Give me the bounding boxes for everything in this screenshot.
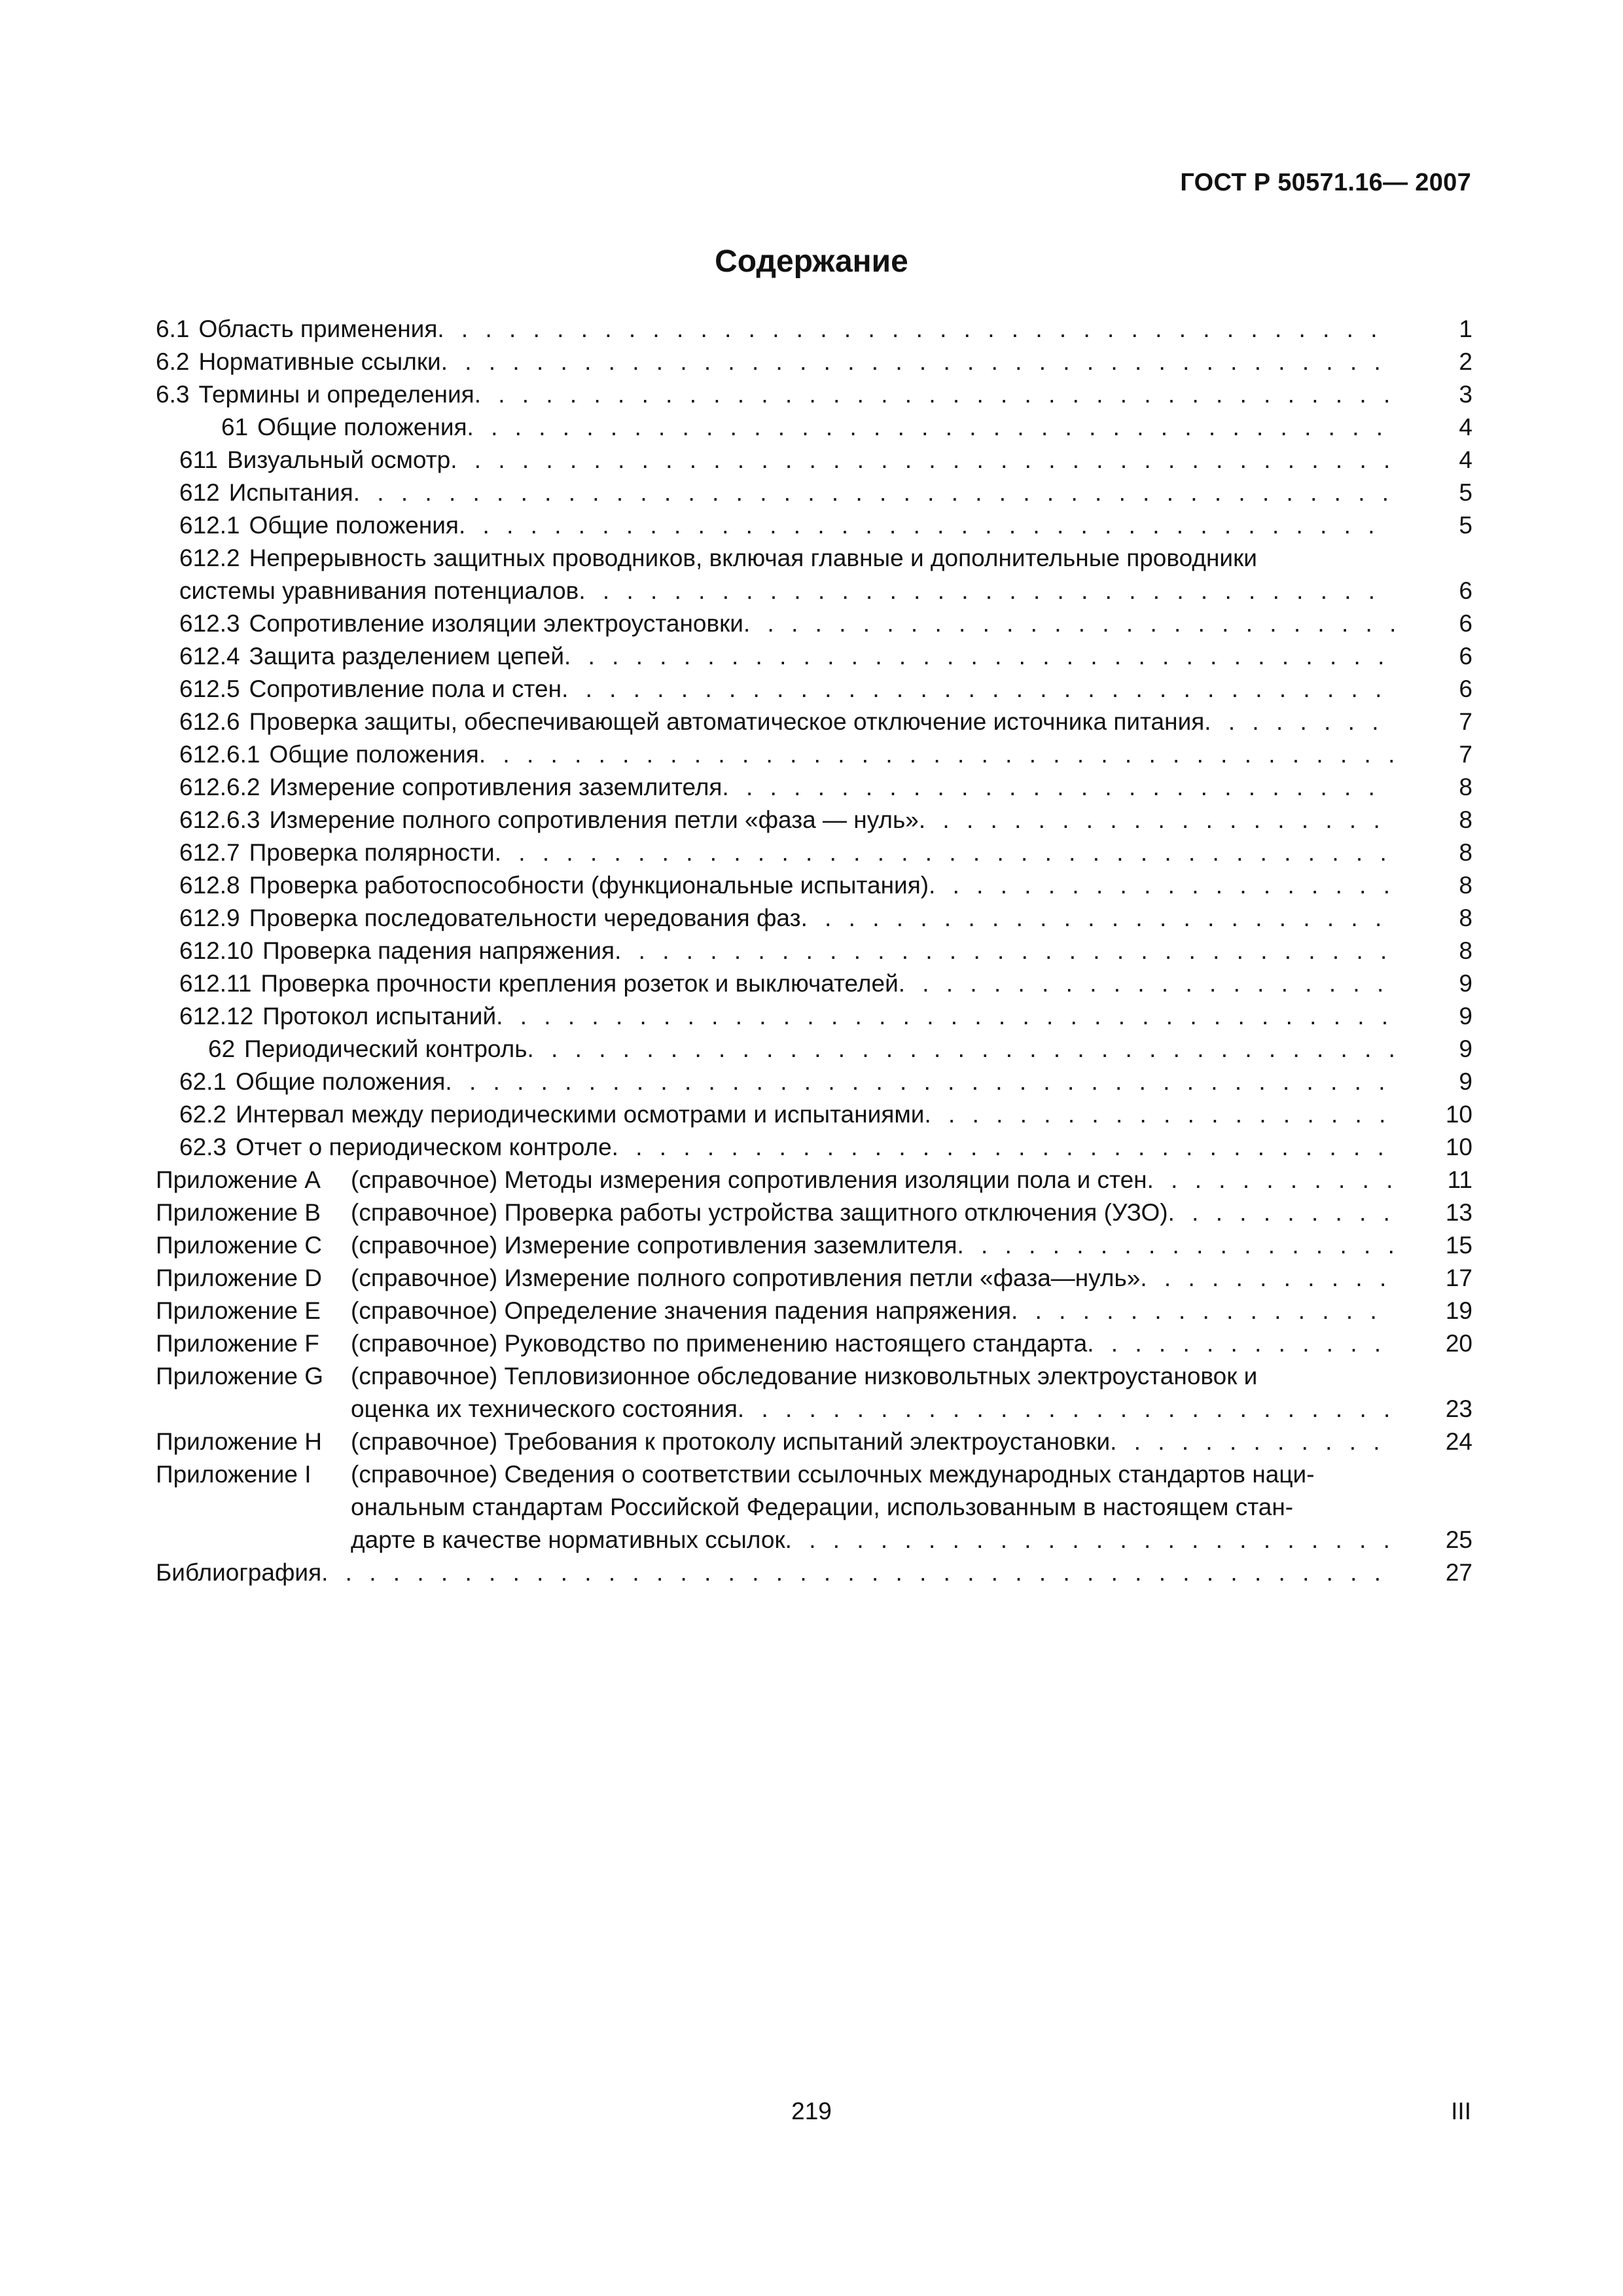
- appendix-entry: [156, 1295, 1472, 1327]
- toc-entry-number: 6.3: [156, 381, 190, 408]
- appendix-entry: [156, 1196, 1472, 1229]
- toc-dot-leader: [496, 1000, 1394, 1033]
- toc-entry-page: 9: [1459, 970, 1472, 997]
- toc-entry-number: 612.2: [179, 545, 240, 571]
- toc-entry-label: [179, 607, 743, 640]
- toc-entry-label: [179, 1131, 612, 1164]
- toc-entry: [156, 935, 1472, 967]
- toc-entry: [156, 706, 1472, 738]
- toc-entry-page: 9: [1459, 1003, 1472, 1030]
- toc-dot-leader: [1087, 1327, 1394, 1360]
- toc-entry-number: 612.9: [179, 905, 240, 931]
- toc-entry-title: Визуальный осмотр: [227, 446, 451, 473]
- toc-entry-page: 6: [1459, 610, 1472, 637]
- toc-entry: [156, 509, 1472, 542]
- appendix-name: Приложение G: [156, 1363, 324, 1390]
- appendix-page: 17: [1445, 1265, 1472, 1291]
- appendix-name: Приложение B: [156, 1199, 321, 1226]
- toc-entry-label: [179, 902, 801, 935]
- toc-entry-title: Протокол испытаний: [262, 1003, 497, 1030]
- bibliography-entry: [156, 1556, 1472, 1589]
- toc-entry-label: [179, 640, 564, 673]
- toc-entry-label: [179, 509, 459, 542]
- toc-dot-leader: [899, 967, 1394, 1000]
- toc-entry-number: 612.12: [179, 1003, 254, 1030]
- toc-entry-number: 612.3: [179, 610, 240, 637]
- appendix-title: (справочное) Руководство по применению настоящего стандарта: [351, 1330, 1088, 1357]
- toc-entry-label: [179, 738, 479, 771]
- toc-entry-number: 612.6.1: [179, 741, 260, 768]
- toc-dot-leader: [474, 378, 1394, 411]
- toc-entry-page: 5: [1459, 479, 1472, 506]
- toc-dot-leader: [919, 804, 1394, 836]
- appendix-name: Приложение I: [156, 1461, 312, 1488]
- toc-entry-number: 612.6.2: [179, 774, 260, 800]
- toc-entry-label: [179, 575, 579, 607]
- toc-entry-page: 6: [1459, 577, 1472, 604]
- toc-entry-title: Сопротивление изоляции электроустановки: [249, 610, 743, 637]
- toc-entry: [156, 444, 1472, 476]
- appendix-title: дарте в качестве нормативных ссылок: [351, 1526, 785, 1553]
- toc-entry: [156, 542, 1472, 575]
- toc-entry: [156, 738, 1472, 771]
- toc-dot-leader: [437, 313, 1394, 346]
- toc-entry-title: Общие положения: [257, 414, 467, 440]
- toc-entry-label: [156, 346, 441, 378]
- toc-dot-leader: [450, 444, 1394, 476]
- toc-entry-number: 612.6.3: [179, 806, 260, 833]
- bibliography-page: 27: [1445, 1559, 1472, 1586]
- appendix-entry: [156, 1491, 1472, 1524]
- toc-entry-title: Проверка защиты, обеспечивающей автоматическое отключение источника питания: [249, 708, 1205, 735]
- appendix-entry: [156, 1164, 1472, 1196]
- appendix-title: (справочное) Измерение сопротивления заземлителя: [351, 1232, 957, 1259]
- toc-dot-leader: [562, 673, 1394, 706]
- appendix-page: 24: [1445, 1428, 1472, 1455]
- toc-entry: [156, 1000, 1472, 1033]
- toc-entry-number: 612.10: [179, 937, 254, 964]
- toc-entry-title: Проверка полярности: [249, 839, 495, 866]
- table-of-contents: [156, 313, 1472, 1589]
- toc-entry-title: Интервал между периодическими осмотрами и испытаниями: [236, 1101, 925, 1128]
- toc-entry-number: 62: [208, 1035, 236, 1062]
- toc-entry-label: [179, 476, 353, 509]
- toc-dot-leader: [615, 935, 1394, 967]
- page-number: 219: [791, 2098, 832, 2125]
- toc-entry: [156, 411, 1472, 444]
- toc-entry-page: 8: [1459, 937, 1472, 964]
- toc-dot-leader: [785, 1524, 1394, 1556]
- toc-entry-title: Проверка работоспособности (функциональные испытания): [249, 872, 929, 899]
- toc-entry-number: 61: [221, 414, 249, 440]
- appendix-entry: [156, 1229, 1472, 1262]
- toc-entry-page: 6: [1459, 643, 1472, 670]
- toc-entry-number: 612: [179, 479, 220, 506]
- toc-dot-leader: [612, 1131, 1394, 1164]
- toc-entry: [156, 1098, 1472, 1131]
- toc-entry-number: 62.2: [179, 1101, 227, 1128]
- toc-entry-label: [179, 1066, 445, 1098]
- toc-entry-number: 612.6: [179, 708, 240, 735]
- toc-dot-leader: [924, 1098, 1394, 1131]
- appendix-title: (справочное) Требования к протоколу испытаний электроустановки: [351, 1428, 1111, 1455]
- appendix-entry: [156, 1393, 1472, 1426]
- toc-dot-leader: [929, 869, 1394, 902]
- toc-entry-title: Общие положения: [236, 1068, 446, 1095]
- toc-entry-title: Нормативные ссылки: [198, 348, 441, 375]
- toc-entry-number: 612.5: [179, 675, 240, 702]
- toc-entry-label: [179, 935, 615, 967]
- toc-dot-leader: [441, 346, 1394, 378]
- toc-entry-label: [221, 411, 467, 444]
- toc-entry-number: 62.1: [179, 1068, 227, 1095]
- appendix-page: 13: [1445, 1199, 1472, 1226]
- toc-entry-number: 612.4: [179, 643, 240, 670]
- toc-entry-label: [179, 444, 450, 476]
- toc-entry-title: Измерение полного сопротивления петли «фаза — нуль»: [269, 806, 919, 833]
- toc-entry: [156, 346, 1472, 378]
- toc-entry: [156, 607, 1472, 640]
- toc-entry: [156, 476, 1472, 509]
- appendix-name: Приложение F: [156, 1330, 319, 1357]
- toc-dot-leader: [801, 902, 1394, 935]
- appendix-name: Приложение C: [156, 1232, 323, 1259]
- toc-entry-title: Общие положения: [249, 512, 459, 539]
- toc-entry-title: Отчет о периодическом контроле: [236, 1134, 612, 1160]
- toc-entry-page: 5: [1459, 512, 1472, 539]
- document-code: ГОСТ Р 50571.16— 2007: [1180, 169, 1471, 196]
- appendix-page: 23: [1445, 1395, 1472, 1422]
- appendix-title: (справочное) Определение значения падения напряжения: [351, 1297, 1012, 1324]
- toc-entry-page: 1: [1459, 315, 1472, 342]
- appendix-title: ональным стандартам Российской Федерации, использованным в настоящем стан-: [351, 1494, 1294, 1520]
- toc-dot-leader: [743, 607, 1394, 640]
- toc-entry-page: 8: [1459, 905, 1472, 931]
- toc-entry-label: [179, 1000, 496, 1033]
- appendix-page: 15: [1445, 1232, 1472, 1259]
- appendix-page: 19: [1445, 1297, 1472, 1324]
- toc-entry: [156, 673, 1472, 706]
- toc-entry-title: Общие положения: [269, 741, 479, 768]
- toc-entry: [156, 1066, 1472, 1098]
- roman-page-number: III: [1451, 2098, 1471, 2125]
- appendix-name: Приложение A: [156, 1166, 321, 1193]
- toc-entry: [156, 804, 1472, 836]
- toc-entry-number: 62.3: [179, 1134, 227, 1160]
- toc-entry-title: Область применения: [198, 315, 438, 342]
- toc-entry-number: 612.11: [179, 970, 252, 997]
- toc-entry: [156, 967, 1472, 1000]
- toc-entry-title: Измерение сопротивления заземлителя: [269, 774, 722, 800]
- toc-entry-label: [179, 869, 929, 902]
- toc-entry: [156, 869, 1472, 902]
- toc-entry-label: [179, 706, 1204, 738]
- toc-dot-leader: [445, 1066, 1394, 1098]
- toc-dot-leader: [495, 836, 1394, 869]
- appendix-page: 20: [1445, 1330, 1472, 1357]
- toc-entry-title: Непрерывность защитных проводников, включая главные и дополнительные проводники: [249, 545, 1257, 571]
- toc-entry-title: Термины и определения: [198, 381, 474, 408]
- toc-entry: [156, 575, 1472, 607]
- appendix-title: оценка их технического состояния: [351, 1395, 738, 1422]
- toc-entry-page: 4: [1459, 414, 1472, 440]
- toc-entry-number: 612.7: [179, 839, 240, 866]
- toc-entry: [156, 836, 1472, 869]
- toc-entry-page: 10: [1445, 1134, 1472, 1160]
- appendix-entry: [156, 1426, 1472, 1458]
- toc-entry: [156, 1131, 1472, 1164]
- toc-entry-page: 9: [1459, 1035, 1472, 1062]
- toc-entry-label: [156, 313, 437, 346]
- toc-entry: [156, 640, 1472, 673]
- toc-entry-number: 6.1: [156, 315, 190, 342]
- appendix-entry: [156, 1327, 1472, 1360]
- toc-entry-label: [179, 673, 562, 706]
- appendix-entry: [156, 1262, 1472, 1295]
- toc-entry-page: 7: [1459, 741, 1472, 768]
- toc-dot-leader: [1140, 1262, 1394, 1295]
- toc-dot-leader: [479, 738, 1394, 771]
- toc-dot-leader: [1011, 1295, 1394, 1327]
- appendix-title: (справочное) Измерение полного сопротивления петли «фаза—нуль»: [351, 1265, 1141, 1291]
- toc-dot-leader: [459, 509, 1394, 542]
- toc-dot-leader: [353, 476, 1394, 509]
- toc-entry-label: [156, 378, 474, 411]
- appendix-entry: [156, 1458, 1472, 1491]
- toc-entry-page: 6: [1459, 675, 1472, 702]
- toc-entry-page: 8: [1459, 872, 1472, 899]
- toc-entry-label: [179, 542, 1257, 575]
- appendix-title: (справочное) Тепловизионное обследование низковольтных электроустановок и: [351, 1363, 1258, 1390]
- appendix-name: Приложение D: [156, 1265, 323, 1291]
- toc-entry-page: 2: [1459, 348, 1472, 375]
- appendix-entry: [156, 1360, 1472, 1393]
- appendix-name: Приложение H: [156, 1428, 323, 1455]
- appendix-entry: [156, 1524, 1472, 1556]
- toc-entry: [156, 902, 1472, 935]
- page-title: Содержание: [715, 244, 908, 279]
- toc-entry-page: 8: [1459, 774, 1472, 800]
- appendix-title: (справочное) Методы измерения сопротивления изоляции пола и стен: [351, 1166, 1147, 1193]
- appendix-page: 25: [1445, 1526, 1472, 1553]
- appendix-title: (справочное) Сведения о соответствии ссылочных международных стандартов наци-: [351, 1461, 1315, 1488]
- toc-entry-page: 3: [1459, 381, 1472, 408]
- toc-entry-label: [179, 967, 899, 1000]
- toc-dot-leader: [1147, 1164, 1394, 1196]
- toc-entry-title: Проверка последовательности чередования фаз: [249, 905, 801, 931]
- toc-entry-page: 8: [1459, 839, 1472, 866]
- toc-entry-title: Проверка прочности крепления розеток и выключателей: [260, 970, 899, 997]
- toc-dot-leader: [738, 1393, 1394, 1426]
- toc-dot-leader: [722, 771, 1394, 804]
- toc-entry-title: Испытания: [228, 479, 353, 506]
- toc-entry-number: 612.1: [179, 512, 240, 539]
- toc-dot-leader: [564, 640, 1394, 673]
- toc-dot-leader: [321, 1556, 1394, 1589]
- toc-entry-title: системы уравнивания потенциалов: [179, 577, 579, 604]
- appendix-page: 11: [1447, 1166, 1472, 1193]
- bibliography-title: Библиография: [156, 1559, 322, 1586]
- toc-entry-title: Периодический контроль: [244, 1035, 527, 1062]
- toc-dot-leader: [957, 1229, 1395, 1262]
- toc-dot-leader: [1204, 706, 1394, 738]
- toc-entry-page: 8: [1459, 806, 1472, 833]
- toc-entry-number: 612.8: [179, 872, 240, 899]
- toc-dot-leader: [527, 1033, 1394, 1066]
- toc-dot-leader: [1168, 1196, 1394, 1229]
- toc-entry-number: 611: [179, 446, 218, 473]
- toc-entry: [156, 1033, 1472, 1066]
- toc-entry: [156, 771, 1472, 804]
- toc-entry-page: 7: [1459, 708, 1472, 735]
- toc-entry-page: 10: [1445, 1101, 1472, 1128]
- toc-entry: [156, 313, 1472, 346]
- toc-entry-label: [179, 1098, 924, 1131]
- toc-entry-page: 9: [1459, 1068, 1472, 1095]
- toc-entry-page: 4: [1459, 446, 1472, 473]
- toc-entry-title: Проверка падения напряжения: [262, 937, 615, 964]
- toc-entry-label: [179, 804, 919, 836]
- toc-entry-label: [208, 1033, 527, 1066]
- appendix-title: (справочное) Проверка работы устройства защитного отключения (УЗО): [351, 1199, 1168, 1226]
- appendix-name: Приложение E: [156, 1297, 321, 1324]
- toc-entry-title: Сопротивление пола и стен: [249, 675, 562, 702]
- toc-entry-label: [179, 771, 722, 804]
- toc-entry-number: 6.2: [156, 348, 190, 375]
- toc-dot-leader: [467, 411, 1394, 444]
- toc-entry: [156, 378, 1472, 411]
- toc-entry-label: [179, 836, 495, 869]
- toc-dot-leader: [1110, 1426, 1394, 1458]
- toc-dot-leader: [579, 575, 1394, 607]
- toc-entry-title: Защита разделением цепей: [249, 643, 565, 670]
